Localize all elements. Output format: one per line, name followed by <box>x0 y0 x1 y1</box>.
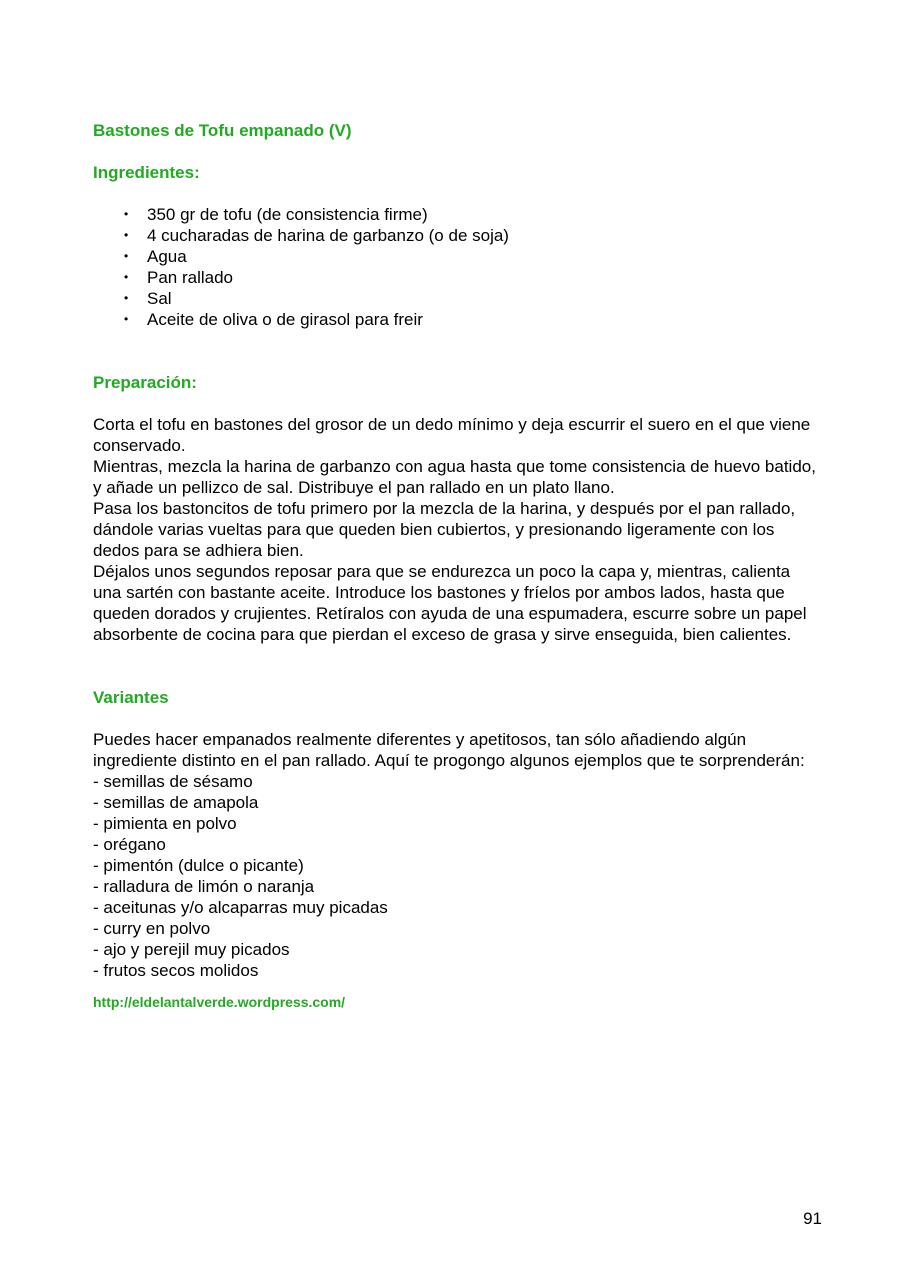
ingredient-item <box>93 204 823 225</box>
variant-item: - pimentón (dulce o picante) <box>93 856 304 875</box>
variant-item: - ajo y perejil muy picados <box>93 940 290 959</box>
preparation-heading: Preparación: <box>93 373 197 392</box>
recipe-title: Bastones de Tofu empanado (V) <box>93 121 352 140</box>
variant-item: - semillas de sésamo <box>93 772 253 791</box>
ingredient-text: Sal <box>147 289 172 308</box>
bullet-icon: • <box>124 228 129 242</box>
ingredient-text: Pan rallado <box>147 268 234 287</box>
page-number: 91 <box>803 1209 822 1228</box>
variant-item: - pimienta en polvo <box>93 814 237 833</box>
bullet-icon: • <box>124 270 129 284</box>
variant-item: - curry en polvo <box>93 919 211 938</box>
preparation-step: Mientras, mezcla la harina de garbanzo con agua hasta que tome consistencia de huevo batido, y añade un pellizco de sal. Distribuye el pan rallado en un plato llano. <box>93 457 816 497</box>
ingredient-item <box>93 246 823 267</box>
variant-item: - aceitunas y/o alcaparras muy picadas <box>93 898 388 917</box>
ingredient-text: Agua <box>147 247 187 266</box>
ingredient-item <box>93 288 823 309</box>
variant-item: - frutos secos molidos <box>93 961 259 980</box>
preparation-body <box>93 414 823 645</box>
preparation-step: Corta el tofu en bastones del grosor de un dedo mínimo y deja escurrir el suero en el que viene conservado. <box>93 415 811 455</box>
variants-body <box>93 729 823 981</box>
bullet-icon: • <box>124 291 129 305</box>
bullet-icon: • <box>124 312 129 326</box>
bullet-icon: • <box>124 249 129 263</box>
variant-item: - ralladura de limón o naranja <box>93 877 315 896</box>
variants-heading: Variantes <box>93 688 169 707</box>
ingredient-text: 350 gr de tofu (de consistencia firme) <box>147 205 428 224</box>
ingredient-text: 4 cucharadas de harina de garbanzo (o de soja) <box>147 226 509 245</box>
variant-item: - semillas de amapola <box>93 793 259 812</box>
variants-intro: Puedes hacer empanados realmente diferentes y apetitosos, tan sólo añadiendo algún ingrediente distinto en el pan rallado. Aquí te progongo algunos ejemplos que te sorprenderán: <box>93 730 805 770</box>
recipe-page <box>93 118 823 1012</box>
ingredients-list <box>93 204 823 330</box>
ingredient-item <box>93 225 823 246</box>
source-link[interactable]: http://eldelantalverde.wordpress.com/ <box>93 994 346 1010</box>
ingredient-item <box>93 267 823 288</box>
preparation-step: Déjalos unos segundos reposar para que se endurezca un poco la capa y, mientras, calienta una sartén con bastante aceite. Introduce los bastones y fríelos por ambos lados, hasta que queden dorados y crujientes. Retíralos con ayuda de una espumadera, escurre sobre un papel absorbente de cocina para que pierdan el exceso de grasa y sirve enseguida, bien calientes. <box>93 562 807 644</box>
preparation-step: Pasa los bastoncitos de tofu primero por la mezcla de la harina, y después por el pan rallado, dándole varias vueltas para que queden bien cubiertos, y presionando ligeramente con los dedos para se adhiera bien. <box>93 499 796 560</box>
ingredient-text: Aceite de oliva o de girasol para freir <box>147 310 423 329</box>
ingredients-heading: Ingredientes: <box>93 163 200 182</box>
variant-item: - orégano <box>93 835 166 854</box>
ingredient-item <box>93 309 823 330</box>
bullet-icon: • <box>124 207 129 221</box>
variants-list <box>93 771 823 981</box>
